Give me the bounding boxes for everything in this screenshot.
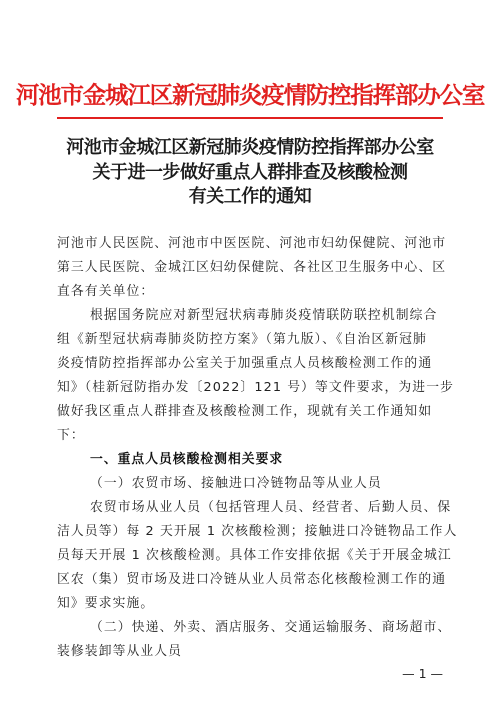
subsection-1-line-2: 洁人员等）每 2 天开展 1 次核酸检测；接触进口冷链物品工作人 — [57, 524, 458, 539]
section-heading: 一、重点人员核酸检测相关要求 — [90, 452, 284, 467]
intro-line-6: 下： — [57, 428, 85, 443]
addressee-line-1: 河池市人民医院、河池市中医医院、河池市妇幼保健院、河池市 — [57, 236, 447, 251]
subsection-1-line-3: 员每天开展 1 次核酸检测。具体工作安排依据《关于开展金城江 — [57, 548, 452, 563]
document-title-line-1: 河池市金城江区新冠肺炎疫情防控指挥部办公室 — [66, 137, 434, 158]
document-title-line-3: 有关工作的通知 — [188, 186, 312, 207]
subsection-2-heading-line-2: 装修装卸等从业人员 — [57, 644, 183, 659]
intro-line-1: 根据国务院应对新型冠状病毒肺炎疫情联防联控机制综合 — [90, 308, 438, 323]
subsection-2-heading-line-1: （二）快递、外卖、酒店服务、交通运输服务、商场超市、 — [90, 620, 452, 635]
addressee-line-2: 第三人民医院、金城江区妇幼保健院、各社区卫生服务中心、区 — [57, 260, 447, 275]
subsection-1-line-1: 农贸市场从业人员（包括管理人员、经营者、后勤人员、保 — [90, 500, 452, 515]
document-title-line-2: 关于进一步做好重点人群排查及核酸检测 — [92, 162, 408, 183]
subsection-1-line-4: 区农（集）贸市场及进口冷链从业人员常态化核酸检测工作的通 — [57, 572, 447, 587]
intro-line-2: 组《新型冠状病毒肺炎防控方案》（第九版）、《自治区新冠肺 — [57, 332, 427, 347]
red-divider-line — [57, 117, 443, 119]
subsection-1-line-5: 知》要求实施。 — [57, 596, 155, 611]
issuer-header: 河池市金城江区新冠肺炎疫情防控指挥部办公室 — [15, 81, 485, 109]
intro-line-5: 做好我区重点人群排查及核酸检测工作，现就有关工作通知如 — [57, 404, 433, 419]
intro-line-4: 知》（桂新冠防指办发〔2022〕121 号）等文件要求，为进一步 — [57, 380, 454, 395]
subsection-1-heading: （一）农贸市场、接触进口冷链物品等从业人员 — [90, 476, 382, 491]
intro-line-3: 炎疫情防控指挥部办公室关于加强重点人员核酸检测工作的通 — [57, 356, 433, 371]
addressee-line-3: 直各有关单位： — [57, 284, 155, 299]
page-number: — 1 — — [402, 666, 443, 681]
